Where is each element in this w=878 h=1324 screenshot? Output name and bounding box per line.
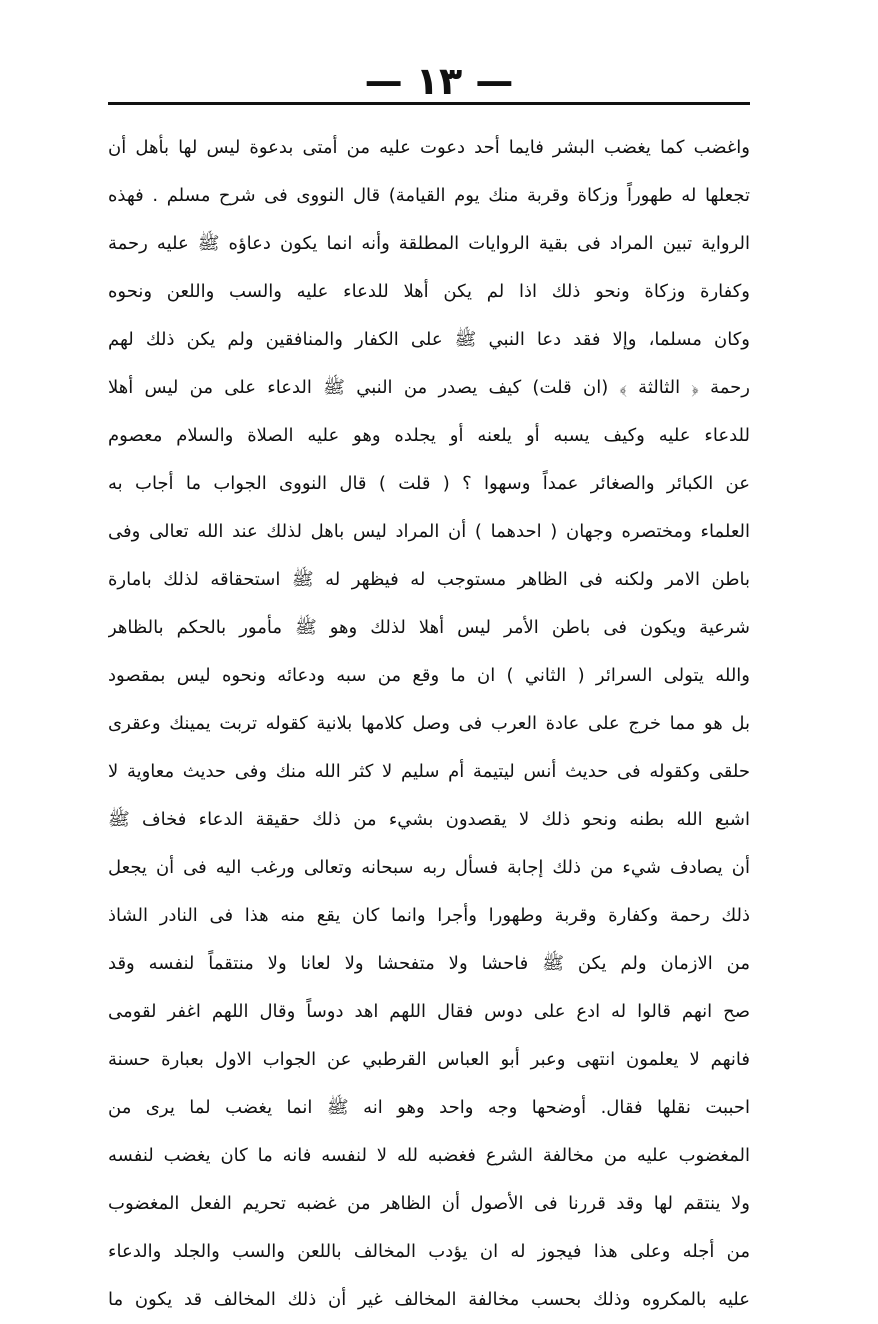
text-line: من الازمان ولم يكن ﷺ فاحشا ولا متفحشا ولا لعانا ولا منتقماً لنفسه وقد: [108, 953, 750, 974]
page-body: [108, 124, 750, 1324]
text-line: فانهم لا يعلمون انتهى وعبر أبو العباس القرطبي عن الجواب الاول بعبارة حسنة: [108, 1049, 750, 1070]
text-line: ولا ينتقم لها وقد قررنا فى الأصول أن الظاهر من غضبه تحريم الفعل المغضوب: [108, 1193, 750, 1214]
page-number: — ١٣ —: [364, 59, 514, 103]
text-line: حلقى وكقوله فى حديث أنس ليتيمة أم سليم لا كثر الله منك وفى حديث معاوية لا: [108, 761, 750, 782]
text-line: من أجله وعلى هذا فيجوز له ان يؤدب المخالف باللعن والسب والجلد والدعاء: [108, 1241, 750, 1262]
text-line: تجعلها له طهوراً وزكاة وقربة منك يوم القيامة) قال النووى فى شرح مسلم . فهذه: [108, 185, 750, 206]
text-line: الرواية تبين المراد فى بقية الروايات المطلقة وأنه انما يكون دعاؤه ﷺ عليه رحمة: [108, 233, 750, 254]
text-line: صح انهم قالوا له ادع على دوس فقال اللهم اهد دوساً وقال اللهم اغفر لقومى: [108, 1001, 750, 1022]
text-line: اشبع الله بطنه ونحو ذلك لا يقصدون بشيء من ذلك حقيقة الدعاء فخاف ﷺ: [108, 809, 750, 830]
text-line: المغضوب عليه من مخالفة الشرع فغضبه لله لا لنفسه فانه ما كان يغضب لنفسه: [108, 1145, 750, 1166]
text-line: والله يتولى السرائر ( الثاني ) ان ما وقع من سبه ودعائه ونحوه ليس بمقصود: [108, 665, 750, 686]
text-line: رحمة ﴿ الثالثة ﴾ (ان قلت) كيف يصدر من النبي ﷺ الدعاء على من ليس أهلا: [108, 377, 750, 398]
text-line: احببت نقلها فقال. أوضحها وجه واحد وهو انه ﷺ انما يغضب لما يرى من: [108, 1097, 750, 1118]
header-rule: [108, 102, 750, 105]
text-line: للدعاء عليه وكيف يسبه أو يلعنه أو يجلده وهو عليه الصلاة والسلام معصوم: [108, 425, 750, 446]
text-line: ذلك رحمة وكفارة وقربة وطهورا وأجرا وانما كان يقع منه هذا فى النادر الشاذ: [108, 905, 750, 926]
text-line: وكان مسلما، وإلا فقد دعا النبي ﷺ على الكفار والمنافقين ولم يكن ذلك لهم: [108, 329, 750, 350]
text-line: العلماء ومختصره وجهان ( احدهما ) أن المراد ليس باهل لذلك عند الله تعالى وفى: [108, 521, 750, 542]
text-line: باطن الامر ولكنه فى الظاهر مستوجب له فيظهر له ﷺ استحقاقه لذلك بامارة: [108, 569, 750, 590]
text-line: بل هو مما خرج على عادة العرب فى وصل كلامها بلانية كقوله تربت يمينك وعقرى: [108, 713, 750, 734]
text-line: عن الكبائر والصغائر عمداً وسهوا ؟ ( قلت ) قال النووى الجواب ما أجاب به: [108, 473, 750, 494]
text-line: شرعية ويكون فى باطن الأمر ليس أهلا لذلك وهو ﷺ مأمور بالحكم بالظاهر: [108, 617, 750, 638]
text-line: عليه بالمكروه وذلك بحسب مخالفة المخالف غير أن ذلك المخالف قد يكون ما: [108, 1289, 750, 1310]
text-line: وكفارة وزكاة ونحو ذلك اذا لم يكن أهلا للدعاء عليه والسب واللعن ونحوه: [108, 281, 750, 302]
text-line: واغضب كما يغضب البشر فايما أحد دعوت عليه من أمتى بدعوة ليس لها بأهل أن: [108, 137, 750, 158]
text-line: أن يصادف شيء من ذلك إجابة فسأل ربه سبحانه وتعالى ورغب اليه فى أن يجعل: [108, 857, 750, 878]
